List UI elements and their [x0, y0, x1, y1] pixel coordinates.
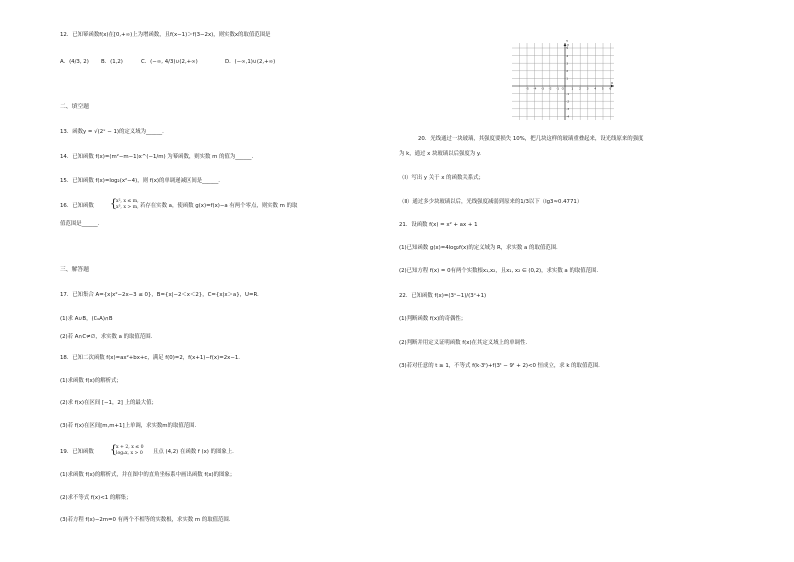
question-13: 13．函数y = √(2ˣ − 1)的定义域为______.: [60, 129, 164, 135]
y-tick-label: 5: [566, 46, 569, 51]
question-22: 22．已知函数 f(x)=(3ˣ−1)/(3ˣ+1): [399, 293, 487, 299]
q16-piece-1: x², x ≤ m,: [116, 199, 139, 204]
question-17: 17．已知集合 A={x|x²−2x−3 ≤ 0}，B={x|−2＜x＜2}，C={x|x＞a}，U=R.: [60, 292, 259, 298]
question-14: 14．已知函数 f(x)=(m²−m−1)x^(−1/m) 为幂函数，则实数 m 的值为______.: [60, 154, 254, 160]
x-tick-label: -5: [525, 86, 529, 91]
x-axis-label: x: [611, 81, 614, 85]
question-22-part-3: (3)若对任意的 t ≥ 1，不等式 f(k·3ᵗ)+f(3ᵗ − 9ᵗ + 2)<0 恒成立，求 k 的取值范围.: [399, 363, 600, 369]
x-tick-label: -2: [548, 86, 552, 91]
question-19-part-3: (3)若方程 f(x)−2m=0 有两个不相等的实数根，求实数 m 的取值范围.: [60, 517, 231, 523]
section-fill-in-blank: 二、填空题: [60, 104, 89, 110]
option-a: A．(4/3, 2): [60, 59, 89, 65]
question-20-cont: 为 k，通过 x 块玻璃以后强度为 y.: [399, 151, 481, 157]
x-tick-label: 6: [609, 86, 612, 91]
question-19-part-2: (2)求不等式 f(x)<1 的解集；: [60, 495, 132, 501]
question-18: 18．已知二次函数 f(x)=ax²+bx+c，满足 f(0)=2，f(x+1)−f(x)=2x−1.: [60, 355, 240, 361]
x-tick-label: -1: [556, 86, 560, 91]
question-20: 20．光线通过一块玻璃，其强度要损失 10%，把几块这样的玻璃重叠起来，设光线原来的强度: [418, 136, 644, 142]
y-tick-label: -4: [566, 114, 570, 119]
y-tick-label: -1: [566, 91, 570, 96]
question-22-part-2: (2)判断并用定义证明函数 f(x)在其定义域上的单调性.: [399, 340, 528, 346]
x-axis-arrow: [611, 85, 614, 88]
x-tick-label: 2: [579, 86, 581, 91]
question-20-part-2: （Ⅱ）通过多少块玻璃以后，光线强度减弱到原来的1/3以下（lg3≈0.4771）: [399, 199, 583, 205]
question-21: 21．设函数 f(x) = x² + ax + 1: [399, 222, 478, 228]
question-16-body: 若存在实数 a，使函数 g(x)=f(x)−a 有两个零点，则实数 m 的取: [140, 203, 298, 209]
q19-piece-1: x + 2, x ≤ 0: [116, 445, 144, 450]
question-16-lead: 16．已知函数: [60, 203, 94, 209]
question-12: 12．已知幂函数f(x)在[0,+∞)上为增函数，且f(x−1)＞f(3−2x)，则实数x的取值范围是: [60, 32, 271, 38]
y-tick-label: -2: [566, 99, 570, 104]
option-d: D．(−∞,1)∪(2,+∞): [225, 59, 276, 65]
x-tick-label: 1: [571, 86, 574, 91]
question-22-part-1: (1)判断函数 f(x)的奇偶性；: [399, 316, 467, 322]
y-tick-label: 4: [566, 53, 569, 58]
x-tick-label: -4: [533, 86, 537, 91]
x-tick-label: 4: [594, 86, 597, 91]
y-tick-label: 1: [566, 76, 569, 81]
question-16-tail: 值范围是______.: [60, 221, 100, 227]
y-tick-label: 6: [566, 40, 569, 43]
x-tick-label: 5: [601, 86, 604, 91]
question-15: 15．已知函数 f(x)=log₂(x²−4)，则 f(x)的单调递减区间是______.: [60, 178, 221, 184]
option-b: B．(1,2): [101, 59, 123, 65]
y-tick-label: -3: [566, 107, 570, 111]
option-c: C．(−∞, 4/3)∪(2,+∞): [141, 59, 198, 65]
q19-piece-2: logₐx, x > 0: [116, 451, 143, 456]
section-solutions: 三、解答题: [60, 267, 89, 273]
question-21-part-1: (1)已知函数 g(x)=4log₂f(x)的定义域为 R，求实数 a 的取值范围.: [399, 245, 558, 251]
origin-label: O: [561, 86, 564, 91]
piecewise-brace: {: [110, 443, 117, 456]
coordinate-grid: [508, 40, 618, 122]
piecewise-brace: {: [110, 197, 117, 210]
x-tick-label: 3: [586, 86, 589, 91]
question-19-lead: 19．已知函数: [60, 449, 94, 455]
question-18-part-1: (1)求函数 f(x)的解析式；: [60, 378, 122, 384]
question-18-part-3: (3)若 f(x)在区间[m,m+1]上单调，求实数m的取值范围.: [60, 423, 197, 429]
question-19-part-1: (1)求函数 f(x)的解析式，并在图中的直角坐标系中画出函数 f(x)的图象；: [60, 472, 236, 478]
question-18-part-2: (2)求 f(x)在区间 [−1，2] 上的最大值；: [60, 400, 157, 406]
question-17-part-2: (2)若 A∩C≠∅，求实数 a 的取值范围.: [60, 334, 153, 340]
question-17-part-1: (1)求 A∪B，(∁ᵤA)∩B: [60, 316, 113, 322]
q16-piece-2: x³, x > m,: [116, 205, 139, 210]
question-19-body: 且点 (4,2) 在函数 f (x) 的图象上.: [153, 449, 234, 455]
question-21-part-2: (2)已知方程 f(x) = 0有两个实数根x₁,x₂，且x₁, x₂ ∈ (0,2)，求实数 a 的取值范围.: [399, 268, 599, 274]
question-20-part-1: （Ⅰ）写出 y 关于 x 的函数关系式；: [399, 175, 484, 181]
x-tick-label: -3: [541, 86, 544, 91]
y-axis-label: y: [567, 43, 570, 47]
y-tick-label: 2: [566, 69, 569, 73]
y-tick-label: 3: [566, 61, 569, 66]
